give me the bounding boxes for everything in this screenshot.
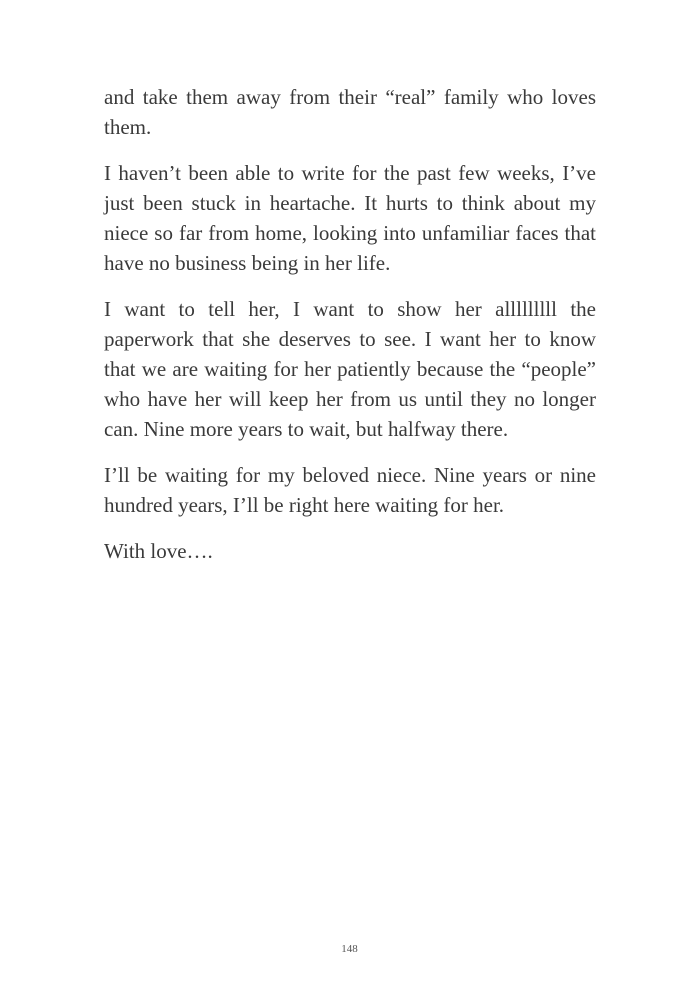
page-number: 148 xyxy=(341,943,358,955)
paragraph-1: and take them away from their “real” family who loves them. xyxy=(104,85,596,139)
paragraph-2: I haven’t been able to write for the past few weeks, I’ve just been stuck in heartache. It hurts to think about my niece so far from home, looking into unfamiliar faces that have no business being in her life. xyxy=(104,161,596,275)
paragraph-3: I want to tell her, I want to show her alllllllll the paperwork that she deserves to see. I want her to know that we are waiting for her patiently because the “people” who have her will keep her from us until they no longer can. Nine more years to wait, but halfway there. xyxy=(104,297,596,441)
paragraph-4: I’ll be waiting for my beloved niece. Nine years or nine hundred years, I’ll be right here waiting for her. xyxy=(104,463,596,517)
body-text xyxy=(104,82,596,566)
closing-line: With love…. xyxy=(104,539,213,563)
